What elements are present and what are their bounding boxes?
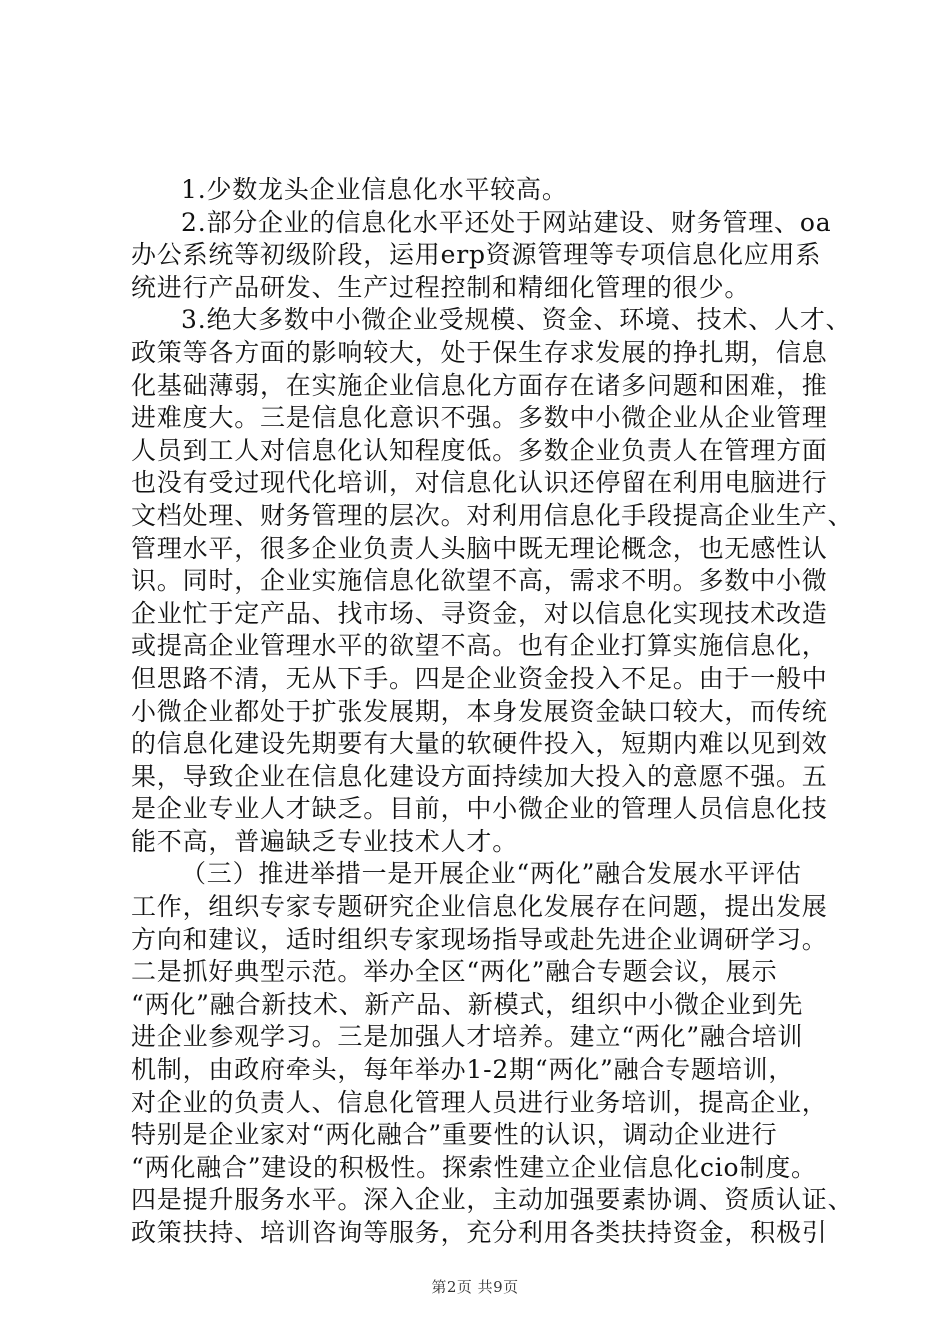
text-line: 方向和建议，适时组织专家现场指导或赴先进企业调研学习。 bbox=[131, 924, 828, 954]
text-line: 办公系统等初级阶段，运用erp资源管理等专项信息化应用系 bbox=[131, 240, 822, 270]
text-line: 或提高企业管理水平的欲望不高。也有企业打算实施信息化， bbox=[131, 631, 828, 661]
text-line: 管理水平，很多企业负责人头脑中既无理论概念，也无感性认 bbox=[131, 533, 828, 563]
text-line: 3.绝大多数中小微企业受规模、资金、环境、技术、人才、 bbox=[181, 305, 852, 335]
document-body bbox=[131, 174, 861, 1250]
text-line: 二是抓好典型示范。举办全区“两化”融合专题会议，展示 bbox=[131, 957, 778, 987]
text-line: “两化”融合新技术、新产品、新模式，组织中小微企业到先 bbox=[131, 989, 804, 1019]
text-line: 企业忙于定产品、找市场、寻资金，对以信息化实现技术改造 bbox=[131, 598, 828, 628]
text-line: 是企业专业人才缺乏。目前，中小微企业的管理人员信息化技 bbox=[131, 794, 828, 824]
text-line: 1.少数龙头企业信息化水平较高。 bbox=[181, 175, 568, 204]
text-line: 2.部分企业的信息化水平还处于网站建设、财务管理、oa bbox=[181, 207, 832, 237]
text-line: 的信息化建设先期要有大量的软硬件投入，短期内难以见到效 bbox=[131, 729, 828, 759]
text-line: 工作，组织专家专题研究企业信息化发展存在问题，提出发展 bbox=[131, 892, 828, 922]
text-line: 进难度大。三是信息化意识不强。多数中小微企业从企业管理 bbox=[131, 403, 828, 433]
text-line: 小微企业都处于扩张发展期，本身发展资金缺口较大，而传统 bbox=[131, 696, 828, 726]
text-line: 统进行产品研发、生产过程控制和精细化管理的很少。 bbox=[131, 272, 751, 302]
text-line: 能不高，普遍缺乏专业技术人才。 bbox=[131, 826, 519, 856]
text-line: 政策扶持、培训咨询等服务，充分利用各类扶持资金，积极引 bbox=[131, 1218, 828, 1247]
text-line: 人员到工人对信息化认知程度低。多数企业负责人在管理方面 bbox=[131, 435, 828, 465]
text-line: 也没有受过现代化培训，对信息化认识还停留在利用电脑进行 bbox=[131, 468, 828, 498]
text-line: （三）推进举措一是开展企业“两化”融合发展水平评估 bbox=[181, 859, 802, 889]
text-line: “两化融合”建设的积极性。探索性建立企业信息化cio制度。 bbox=[131, 1152, 817, 1182]
text-line: 识。同时，企业实施信息化欲望不高，需求不明。多数中小微 bbox=[131, 566, 828, 596]
text-line: 文档处理、财务管理的层次。对利用信息化手段提高企业生产、 bbox=[131, 500, 854, 530]
text-line: 但思路不清，无从下手。四是企业资金投入不足。由于一般中 bbox=[131, 663, 828, 693]
text-line: 政策等各方面的影响较大，处于保生存求发展的挣扎期，信息 bbox=[131, 337, 828, 367]
text-line: 机制，由政府牵头，每年举办1-2期“两化”融合专题培训， bbox=[131, 1055, 795, 1085]
text-line: 对企业的负责人、信息化管理人员进行业务培训，提高企业， bbox=[131, 1087, 828, 1117]
page-footer: 第2页 共9页 bbox=[431, 1278, 519, 1296]
text-line: 进企业参观学习。三是加强人才培养。建立“两化”融合培训 bbox=[131, 1022, 804, 1052]
text-line: 果，导致企业在信息化建设方面持续加大投入的意愿不强。五 bbox=[131, 761, 828, 791]
text-line: 化基础薄弱，在实施企业信息化方面存在诸多问题和困难，推 bbox=[131, 370, 828, 400]
text-line: 四是提升服务水平。深入企业，主动加强要素协调、资质认证、 bbox=[131, 1185, 854, 1215]
text-line: 特别是企业家对“两化融合”重要性的认识，调动企业进行 bbox=[131, 1120, 778, 1150]
